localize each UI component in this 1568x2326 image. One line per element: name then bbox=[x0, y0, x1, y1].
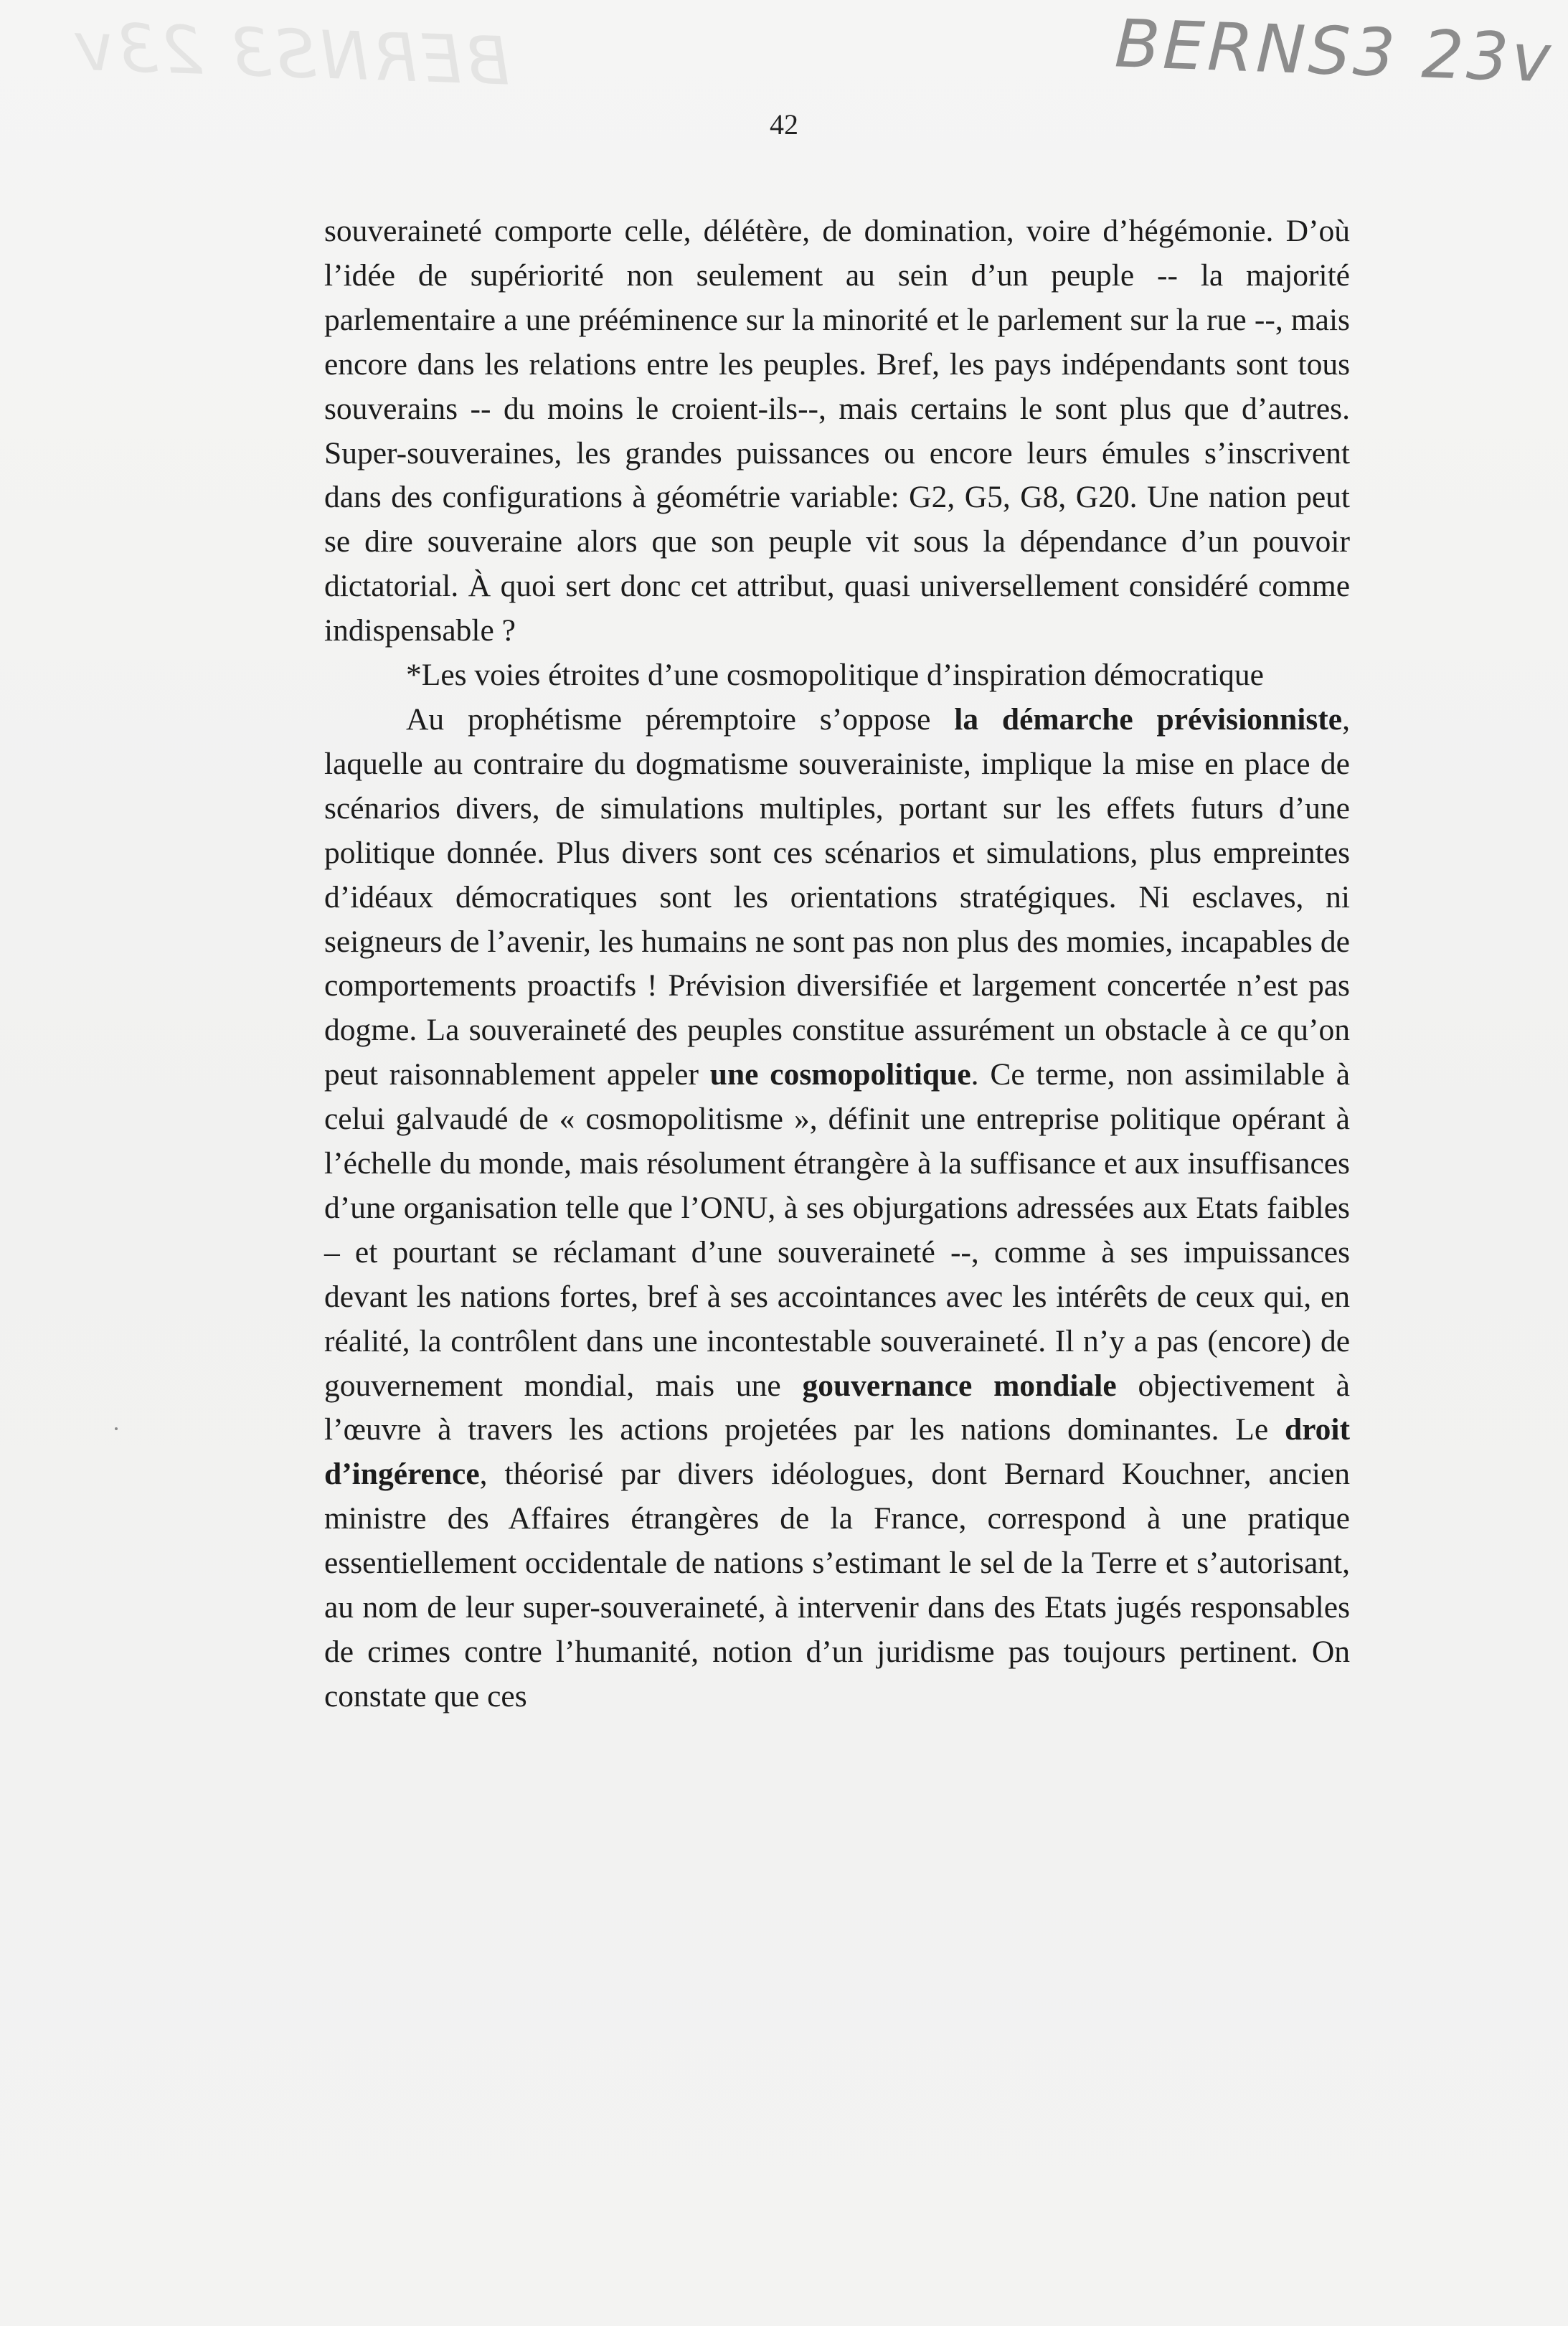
body-text bbox=[324, 209, 1350, 1719]
paragraph-2-text-e: objectivement à l’œuvre à travers les actions projetées par les nations dominantes. Le bbox=[324, 1368, 1350, 1447]
handwritten-call-number: BERNS3 23v bbox=[1113, 5, 1555, 98]
bold-term-cosmopolitique: une cosmopolitique bbox=[709, 1057, 971, 1092]
bold-term-gouvernance-mondiale: gouvernance mondiale bbox=[802, 1368, 1117, 1403]
bold-term-droit-ingerence: droit d’ingérence bbox=[324, 1412, 1350, 1492]
paragraph-2-text-f: , théorisé par divers idéologues, dont Bernard Kouchner, ancien ministre des Affaires étrangères de la France, correspond à une pratique essentiellement occidentale de nations s’estimant le sel de la Terre et s’autorisant, au nom de leur super-souveraineté, à intervenir dans des Etats jugés responsables de crimes contre l’humanité, notion d’un juridisme pas toujours pertinent. On constate que ces bbox=[324, 1457, 1350, 1713]
paragraph-2 bbox=[324, 698, 1350, 1719]
paper-speck bbox=[115, 1427, 118, 1430]
paragraph-2-text-a: Au prophétisme péremptoire s’oppose bbox=[406, 701, 955, 737]
show-through-call-number: BERNS3 23v bbox=[70, 8, 512, 100]
paragraph-2-text-c: , laquelle au contraire du dogmatisme souverainiste, implique la mise en place de scénarios divers, de simulations multiples, portant sur les effets futurs d’une politique donnée. Plus divers sont ces scénarios et simulations, plus empreintes d’idéaux démocratiques sont les orientations stratégiques. Ni esclaves, ni seigneurs de l’avenir, les humains ne sont pas non plus des momies, incapables de comportements proactifs ! Prévision diversifiée et largement concertée n’est pas dogme. La souveraineté des peuples constitue assurément un obstacle à ce qu’on peut raisonnablement appeler bbox=[324, 701, 1350, 1092]
bold-term-demarche-previsionniste: la démarche prévisionniste bbox=[954, 701, 1343, 737]
page-number: 42 bbox=[770, 108, 798, 141]
paragraph-1: souveraineté comporte celle, délétère, de domination, voire d’hégémonie. D’où l’idée de supériorité non seulement au sein d’un peuple -- la majorité parlementaire a une prééminence sur la minorité et le parlement sur la rue --, mais encore dans les relations entre les peuples. Bref, les pays indépendants sont tous souverains -- du moins le croient-ils--, mais certains le sont plus que d’autres. Super-souveraines, les grandes puissances ou encore leurs émules s’inscrivent dans des configurations à géométrie variable: G2, G5, G8, G20. Une nation peut se dire souveraine alors que son peuple vit sous la dépendance d’un pouvoir dictatorial. À quoi sert donc cet attribut, quasi universellement considéré comme indispensable ? bbox=[324, 214, 1350, 648]
paragraph-2-text-d: . Ce terme, non assimilable à celui galvaudé de « cosmopolitisme », définit une entreprise politique opérant à l’échelle du monde, mais résolument étrangère à la suffisance et aux insuffisances d’une organisation telle que l’ONU, à ses objurgations adressées aux Etats faibles – et pourtant se réclamant d’une souveraineté --, comme à ses impuissances devant les nations fortes, bref à ses accointances avec les intérêts de ceux qui, en réalité, la contrôlent dans une incontestable souveraineté. Il n’y a pas (encore) de gouvernement mondial, mais une bbox=[324, 1057, 1351, 1403]
section-heading: *Les voies étroites d’une cosmopolitique d’inspiration démocratique bbox=[406, 658, 1264, 693]
